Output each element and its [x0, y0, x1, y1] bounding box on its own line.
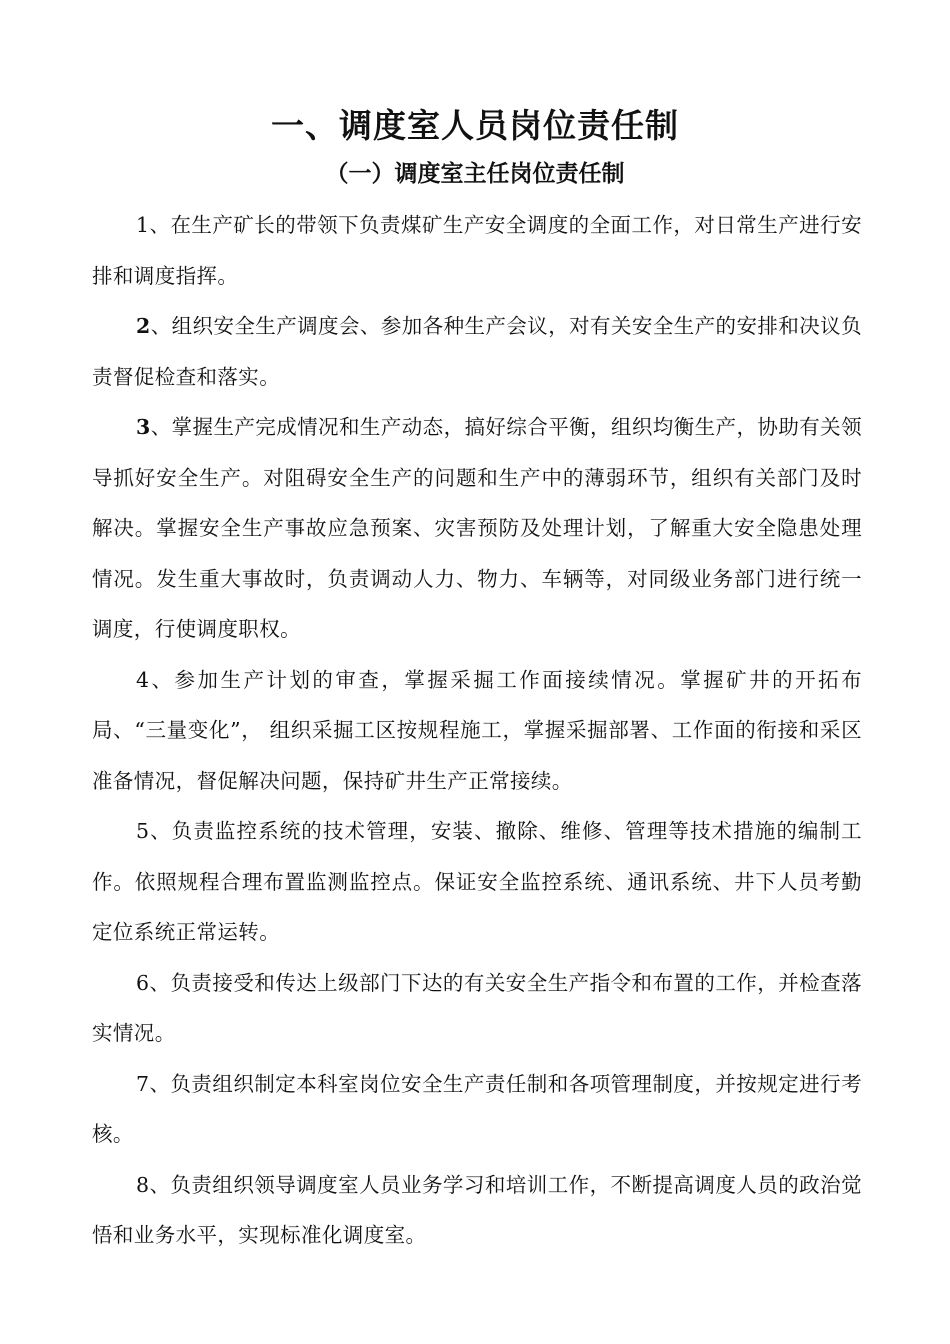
- paragraph-6: [92, 958, 862, 1059]
- paragraph-number: 8: [136, 1172, 150, 1197]
- paragraph-number: 2: [136, 314, 151, 338]
- paragraph-3: [92, 402, 862, 655]
- paragraph-number: 1: [136, 213, 150, 237]
- paragraph-text: 、负责组织领导调度室人员业务学习和培训工作，不断提高调度人员的政治觉悟和业务水平，实现标准化调度室。: [92, 1172, 862, 1247]
- paragraph-text: 、在生产矿长的带领下负责煤矿生产安全调度的全面工作，对日常生产进行安排和调度指挥。: [92, 213, 862, 288]
- paragraph-number: 7: [136, 1071, 150, 1096]
- paragraph-5: [92, 806, 862, 958]
- section-subtitle: （一）调度室主任岗位责任制: [325, 161, 625, 187]
- paragraph-text: 、组织安全生产调度会、参加各种生产会议，对有关安全生产的安排和决议负责督促检查和落实。: [92, 314, 862, 389]
- paragraph-4: [92, 655, 862, 807]
- paragraph-number: 5: [136, 819, 150, 843]
- paragraph-text: 、掌握生产完成情况和生产动态，搞好综合平衡，组织均衡生产，协助有关领导抓好安全生产。对阻碍安全生产的问题和生产中的薄弱环节，组织有关部门及时解决。掌握安全生产事故应急预案、灾害预防及处理计划，了解重大安全隐患处理情况。发生重大事故时，负责调动人力、物力、车辆等，对同级业务部门进行统一调度，行使调度职权。: [92, 415, 862, 641]
- paragraph-2: [92, 301, 862, 402]
- paragraph-text: 、负责组织制定本科室岗位安全生产责任制和各项管理制度，并按规定进行考核。: [92, 1071, 862, 1146]
- document-title: 一、调度室人员岗位责任制: [271, 106, 679, 145]
- paragraph-8: [92, 1160, 862, 1261]
- paragraph-1: [92, 200, 862, 301]
- paragraph-7: [92, 1059, 862, 1160]
- paragraph-text: 、参加生产计划的审查，掌握采掘工作面接续情况。掌握矿井的开拓布局、“三量变化”， 组织采掘工区按规程施工，掌握采掘部署、工作面的衔接和采区准备情况，督促解决问题，保持矿井生产正常接续。: [92, 667, 862, 793]
- paragraph-text: 、负责接受和传达上级部门下达的有关安全生产指令和布置的工作，并检查落实情况。: [92, 970, 862, 1045]
- paragraph-number: 6: [136, 970, 150, 995]
- paragraph-number: 4: [136, 667, 150, 692]
- paragraph-text: 、负责监控系统的技术管理，安装、撤除、维修、管理等技术措施的编制工作。依照规程合理布置监测监控点。保证安全监控系统、通讯系统、井下人员考勤定位系统正常运转。: [92, 819, 862, 944]
- document-body: [92, 200, 862, 1261]
- paragraph-number: 3: [136, 415, 151, 439]
